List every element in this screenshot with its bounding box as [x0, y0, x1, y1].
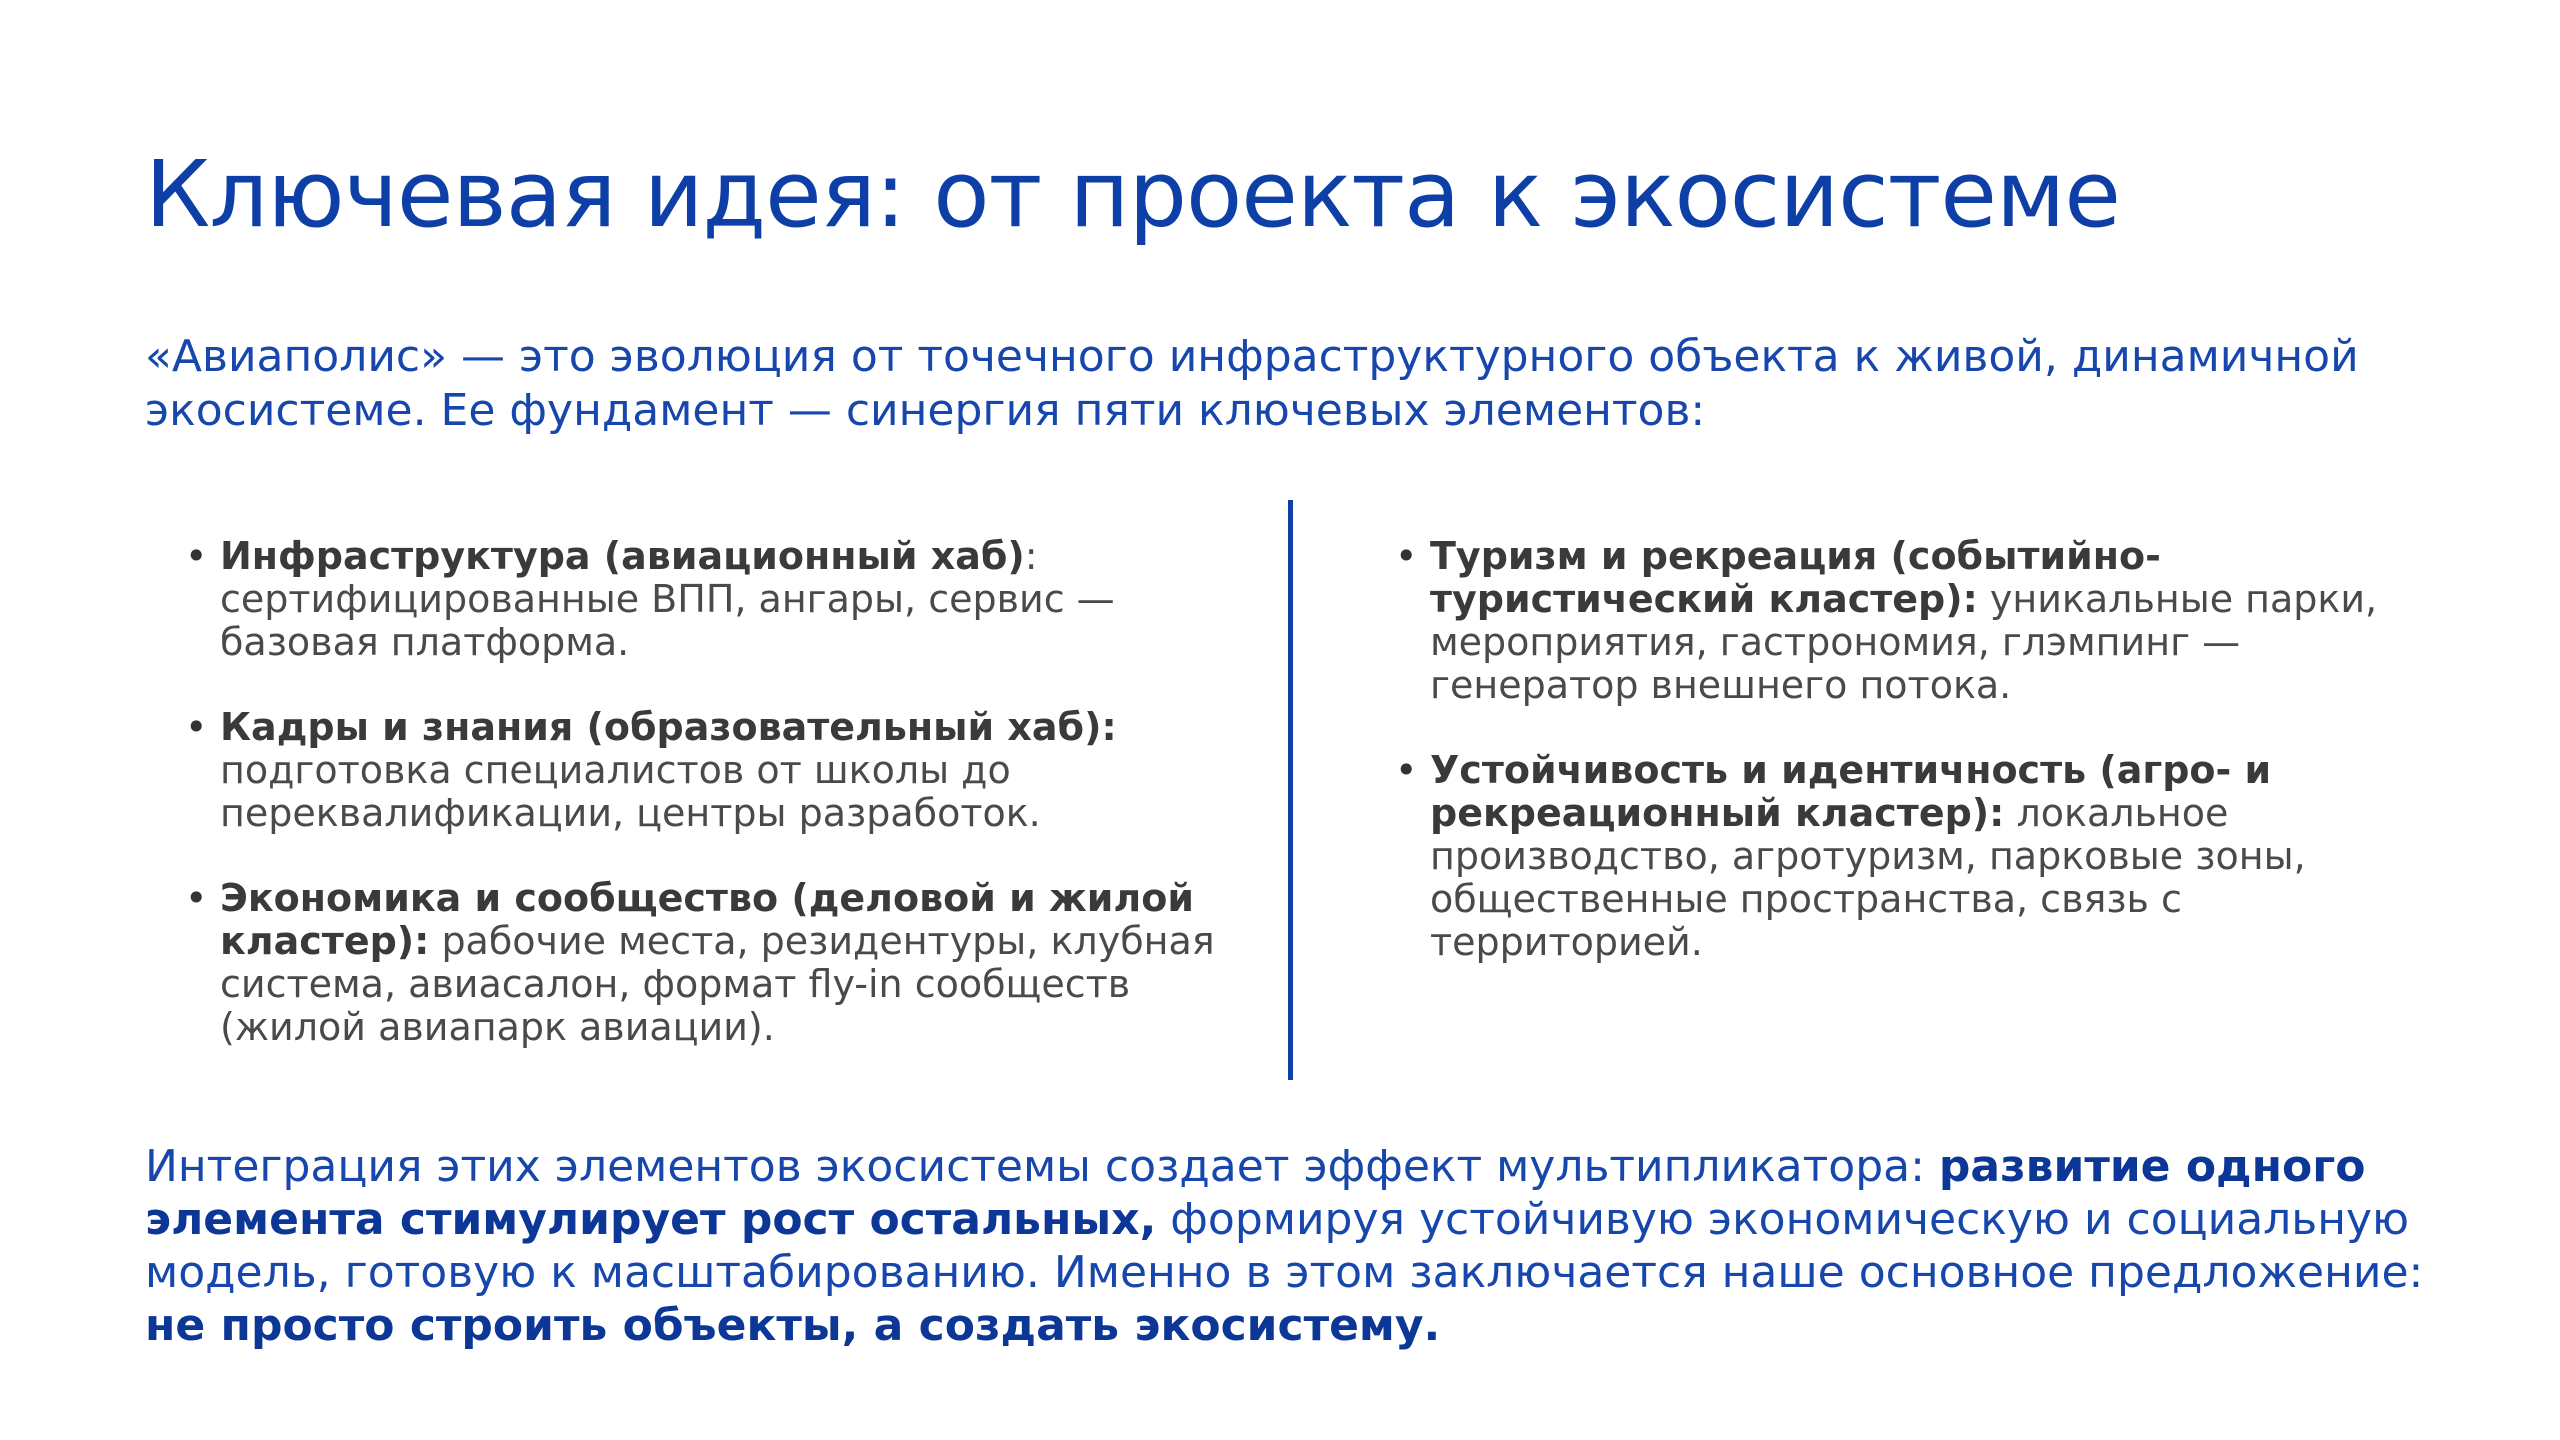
bullet-icon: • — [185, 705, 208, 749]
list-item-text: рабочие места, резидентуры, клубная система, авиасалон, формат fly-in сообществ (жилой авиапарк авиации). — [220, 919, 1215, 1049]
conclusion-text-2: формируя устойчивую экономическую и социальную модель, готовую к масштабированию. Именно в этом заключается наше основное предложение: — [145, 1194, 2424, 1298]
conclusion-emphasis-1: развитие одного элемента стимулирует рост остальных, — [145, 1141, 2366, 1245]
list-item-heading: Кадры и знания (образовательный хаб): — [220, 705, 1117, 749]
conclusion-emphasis-2: не просто строить объекты, а создать экосистему. — [145, 1300, 1441, 1351]
list-item-text: локальное производство, агротуризм, парковые зоны, общественные пространства, связь с территорией. — [1430, 791, 2306, 964]
slide-title: Ключевая идея: от проекта к экосистеме — [145, 141, 2120, 248]
list-item — [185, 706, 1245, 835]
list-item-heading: Туризм и рекреация (событийно-туристический кластер): — [1430, 534, 2161, 621]
list-item — [1395, 535, 2455, 707]
bullet-icon: • — [185, 534, 208, 578]
list-item-text: : сертифицированные ВПП, ангары, сервис — базовая платформа. — [220, 534, 1115, 664]
intro-paragraph: «Авиаполис» — это эволюция от точечного инфраструктурного объекта к живой, динамичной экосистеме. Ее фундамент — синергия пяти ключевых элементов: — [145, 331, 2359, 436]
list-item — [185, 877, 1245, 1049]
conclusion-text-1: Интеграция этих элементов экосистемы создает эффект мультипликатора: — [145, 1141, 1939, 1192]
elements-list-left — [185, 535, 1245, 1091]
bullet-icon: • — [185, 876, 208, 920]
list-item-heading: Инфраструктура (авиационный хаб) — [220, 534, 1025, 578]
list-item-text: уникальные парки, мероприятия, гастрономия, глэмпинг — генератор внешнего потока. — [1430, 577, 2378, 707]
column-divider — [1288, 500, 1293, 1080]
conclusion-paragraph — [145, 1140, 2445, 1352]
list-item — [185, 535, 1245, 664]
bullet-icon: • — [1395, 534, 1418, 578]
list-item-heading: Экономика и сообщество (деловой и жилой кластер): — [220, 876, 1194, 963]
bullet-icon: • — [1395, 748, 1418, 792]
elements-list-right — [1395, 535, 2455, 1006]
list-item-heading: Устойчивость и идентичность (агро- и рекреационный кластер): — [1430, 748, 2272, 835]
list-item — [1395, 749, 2455, 964]
list-item-text: подготовка специалистов от школы до переквалификации, центры разработок. — [220, 748, 1041, 835]
